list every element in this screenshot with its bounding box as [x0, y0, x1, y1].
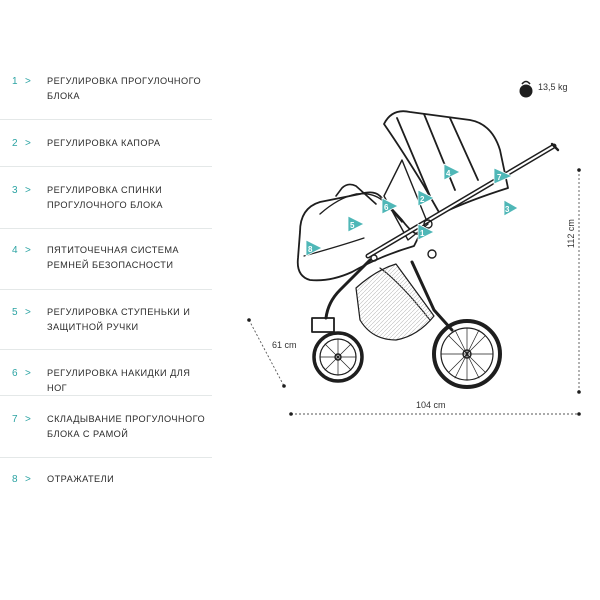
feature-number: 4: [12, 245, 18, 256]
feature-number: 5: [12, 307, 18, 318]
chevron-right-icon: >: [25, 76, 31, 87]
marker-5: [348, 216, 364, 232]
marker-6: [382, 198, 398, 214]
feature-number: 2: [12, 138, 18, 149]
marker-4: [444, 164, 460, 180]
marker-2: [418, 190, 434, 206]
chevron-right-icon: >: [25, 368, 31, 379]
feature-number: 6: [12, 368, 18, 379]
marker-3: [504, 200, 518, 216]
feature-number: 7: [12, 414, 18, 425]
svg-text:1: 1: [420, 229, 425, 238]
svg-text:3: 3: [505, 205, 510, 214]
feature-label: РЕГУЛИРОВКА КАПОРА: [47, 138, 161, 148]
feature-number: 3: [12, 185, 18, 196]
basket: [356, 264, 434, 340]
feature-number: 8: [12, 474, 18, 485]
chevron-right-icon: >: [25, 245, 31, 256]
dimension-total-height-label: 112 cm: [566, 219, 576, 248]
chevron-right-icon: >: [25, 307, 31, 318]
feature-label: РЕГУЛИРОВКА СПИНКИ ПРОГУЛОЧНОГО БЛОКА: [47, 185, 164, 210]
feature-label: ПЯТИТОЧЕЧНАЯ СИСТЕМА РЕМНЕЙ БЕЗОПАСНОСТИ: [47, 245, 180, 270]
chevron-right-icon: >: [25, 185, 31, 196]
feature-label: РЕГУЛИРОВКА НАКИДКИ ДЛЯ НОГ: [47, 368, 191, 393]
svg-text:2: 2: [420, 195, 425, 204]
feature-number: 1: [12, 76, 18, 87]
weight-value: 13,5 kg: [538, 82, 568, 92]
chevron-right-icon: >: [25, 474, 31, 485]
svg-text:6: 6: [384, 203, 389, 212]
svg-text:8: 8: [308, 245, 313, 254]
chevron-right-icon: >: [25, 414, 31, 425]
svg-text:4: 4: [446, 169, 451, 178]
weight-icon: [520, 82, 533, 98]
feature-label: СКЛАДЫВАНИЕ ПРОГУЛОЧНОГО БЛОКА С РАМОЙ: [47, 414, 206, 439]
svg-text:5: 5: [350, 221, 355, 230]
chevron-right-icon: >: [25, 138, 31, 149]
svg-text:7: 7: [497, 173, 502, 182]
feature-label: РЕГУЛИРОВКА ПРОГУЛОЧНОГО БЛОКА: [47, 76, 202, 101]
feature-label: РЕГУЛИРОВКА СТУПЕНЬКИ И ЗАЩИТНОЙ РУЧКИ: [47, 307, 191, 332]
feature-label: ОТРАЖАТЕЛИ: [47, 474, 115, 484]
dimension-length-label: 104 cm: [416, 400, 446, 410]
dimension-height-label: 61 cm: [272, 340, 297, 350]
